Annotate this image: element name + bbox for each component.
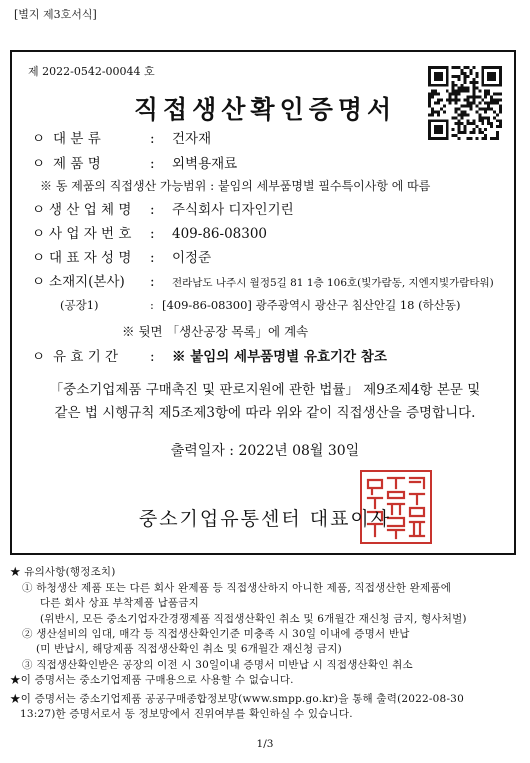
form-label: [별지 제3호서식] (14, 8, 97, 21)
biz-no-label: 사 업 자 번 호 (49, 226, 132, 242)
issuer-name: 중소기업유통센터 대표이사 (138, 508, 392, 530)
note-1-line-b: 다른 회사 상표 부착제품 납품금지 (40, 597, 199, 609)
note-2-line-b: (미 반납시, 해당제품 직접생산확인 취소 및 6개월간 재신청 금지) (36, 643, 342, 655)
page-title: 직접생산확인증명서 (133, 95, 397, 124)
ceo-label: 대 표 자 성 명 (49, 250, 132, 266)
document-number: 제 2022-0542-00044 호 (28, 65, 155, 78)
validity-value: ※ 붙임의 세부품명별 유효기간 참조 (172, 349, 387, 365)
category-value: 건자재 (172, 131, 212, 147)
print-date: 출력일자 : 2022년 08월 30일 (170, 443, 360, 459)
company-row: ㅇ 생 산 업 체 명 : 주식회사 디자인기린 (32, 202, 294, 218)
address-row: ㅇ 소재지(본사) : 전라남도 나주시 월정5길 81 1층 106호(빛가람동, 지엔지빛가람타워) (32, 274, 494, 290)
biz-no-row: ㅇ 사 업 자 번 호 : 409-86-08300 (32, 226, 268, 242)
scope-note: ※ 동 제품의 직접생산 가능범위 : 붙임의 세부품명별 필수특이사항 에 따름 (40, 179, 431, 193)
note-1-line-c: (위반시, 모든 중소기업자간경쟁제품 직접생산확인 취소 및 6개월간 재신청 금지, 형사처벌) (40, 613, 467, 625)
certification-text-line1: 「중소기업제품 구매촉진 및 판로지원에 관한 법률」 제9조제4항 본문 및 (49, 382, 481, 398)
qr-code-icon (428, 66, 502, 140)
product-value: 외벽용재료 (172, 156, 238, 172)
factory-value: [409-86-08300] 광주광역시 광산구 침산안길 18 (하산동) (162, 298, 461, 312)
special-note-2-line-b: 13:27)한 증명서로서 동 정보망에서 진위여부를 확인하실 수 있습니다. (20, 708, 353, 720)
product-label: 제 품 명 (53, 156, 101, 172)
product-row: ㅇ 제 품 명 : 외벽용재료 (32, 156, 238, 172)
factory-row: (공장1) : [409-86-08300] 광주광역시 광산구 침산안길 18 (하산동) (60, 298, 461, 312)
factory-continued-note: ※ 뒷면 「생산공장 목록」에 계속 (122, 324, 309, 339)
company-value: 주식회사 디자인기린 (172, 202, 294, 218)
special-note-2-line-a: ★이 증명서는 중소기업제품 공공구매종합정보망(www.smpp.go.kr)을 통해 출력(2022-08-30 (10, 693, 464, 705)
factory-label: (공장1) (60, 298, 99, 312)
notes-heading: ★ 유의사항(행정조치) (10, 566, 116, 578)
ceo-value: 이정준 (172, 250, 212, 266)
special-note-1: ★이 증명서는 중소기업제품 구매용으로 사용할 수 없습니다. (10, 674, 294, 686)
category-row: ㅇ 대 분 류 : 건자재 (32, 131, 212, 147)
address-label: 소재지(본사) (49, 274, 125, 290)
page-number: 1/3 (256, 738, 274, 750)
address-value: 전라남도 나주시 월정5길 81 1층 106호(빛가람동, 지엔지빛가람타워) (172, 277, 494, 289)
biz-no-value: 409-86-08300 (172, 226, 268, 242)
ceo-row: ㅇ 대 표 자 성 명 : 이정준 (32, 250, 212, 266)
note-2-line-a: ② 생산설비의 임대, 매각 등 직접생산확인기준 미충족 시 30일 이내에 증명서 반납 (22, 628, 410, 640)
validity-row: ㅇ 유 효 기 간 : ※ 붙임의 세부품명별 유효기간 참조 (32, 349, 387, 365)
validity-label: 유 효 기 간 (53, 349, 119, 365)
note-1-line-a: ① 하청생산 제품 또는 다른 회사 완제품 등 직접생산하지 아니한 제품, 직접생산한 완제품에 (22, 582, 452, 594)
note-3: ③ 직접생산확인받은 공장의 이전 시 30일이내 증명서 미반납 시 직접생산확인 취소 (22, 659, 413, 671)
category-label: 대 분 류 (53, 131, 101, 147)
company-label: 생 산 업 체 명 (49, 202, 132, 218)
certification-text-line2: 같은 법 시행규칙 제5조제3항에 따라 위와 같이 직접생산을 증명합니다. (54, 405, 476, 421)
